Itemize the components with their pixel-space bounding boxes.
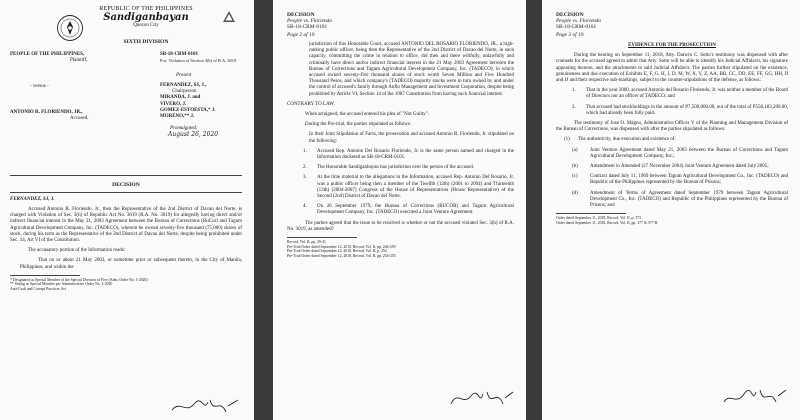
list-item: 1. Accused Rep. Antonio Del Rosario Floriendo, Jr. is the same person named and charged in the Information docketed as SB-18-CRM-0101. (303, 148, 514, 161)
running-case: SB-18-CRM-0101 (556, 24, 597, 30)
stipulation-list (287, 149, 514, 217)
promulgated-date: August 26, 2020 (168, 131, 219, 139)
footnote: Order dated September 11, 2018, Record, Vol. II, p. 373 (556, 216, 642, 221)
list-item: 2. That accused had stockholdings in the amount of P7,500,000.00, out of the total of P558,183,200.00, which had already been fully paid. (572, 104, 788, 116)
running-parties: People vs. Floriendo (556, 18, 602, 24)
justice-1-role: Chairperson (172, 89, 197, 95)
ponente-name: FERNANDEZ, SJ, J. (10, 196, 55, 202)
body-paragraph: The testimony of Jose O. Magno, Administrative Officer V of the Planning and Management Division of the Bureau of Corrections, was dispensed with after the parties stipulated as follows: (556, 121, 788, 133)
footnote: Anti-Graft and Corrupt Practices Act (10, 287, 67, 292)
running-title: DECISION (556, 12, 584, 18)
body-paragraph: When arraigned, the accused entered his plea of "Not Guilty". (305, 112, 429, 118)
footnote: * Designated as Special Member of the Special Division of Five (Adm. Order No. 1-2020) (10, 277, 148, 282)
court-name: Sandiganbayan (103, 12, 189, 24)
signature-initials (170, 396, 240, 416)
body-paragraph: In their Joint Stipulation of Facts, the prosecution and accused Antonio R. Floriendo, Jr. stipulated on the following: (309, 132, 514, 144)
promulgated-label: Promulgated: (170, 126, 198, 132)
justice-1: FERNANDEZ, SJ, J., (160, 83, 207, 89)
running-case: SB-18-CRM-0101 (287, 24, 328, 30)
document-page-1 (0, 0, 254, 420)
list-item: (1) The authenticity, due execution and existence of: (564, 137, 676, 143)
accused-role: Accused. (70, 116, 89, 122)
footnote-divider (556, 213, 626, 214)
list-item: 3. At the time material to the allegations in the Information, accused Rep. Antonio Del Rosario, Jr. was a public officer being then a member of the Twelfth (12th) (2001 to 2004) and Thirteenth (13th) (2004-2007) Congress of the House of Representatives (House Representative) of the Second (2nd) District of Davao del Norte. (303, 175, 514, 200)
contrary-to-law: CONTRARY TO LAW. (287, 101, 335, 107)
court-city: Quezon City (133, 23, 159, 29)
plaintiff-name: PEOPLE OF THE PHILIPPINES, (10, 51, 85, 57)
triangle-logo-icon (222, 10, 236, 24)
court-header (10, 6, 242, 46)
divider (10, 175, 242, 176)
footnote: Pre-Trial Order dated September 12, 2018, Record, Vol. II, p. 254 (287, 249, 387, 254)
justice-2: MIRANDA, J. and (160, 95, 201, 101)
list-item: (d) Amendment of Terms of Agreement dated September 1979 between Tagum Agricultural Development Co., Inc. (TADECO) and Republic of the Philippines represented by the Bureau of Prisons; and (572, 190, 788, 209)
footnote: Pre-Trial Order dated September 12, 2018, Record, Vol. II, pp. 254-255 (287, 253, 396, 258)
running-header (556, 12, 788, 38)
footnote-divider (287, 237, 357, 238)
document-page-2 (273, 0, 526, 420)
divider (10, 192, 242, 193)
running-page: Page 2 of 19 (287, 32, 315, 38)
accused-name: ANTONIO R. FLORIENDO, JR., (10, 110, 83, 116)
body-paragraph: During the Pre-trial, the parties stipulated as follows: (305, 122, 412, 128)
present-label: Present (176, 72, 192, 78)
exhibit-sublist (556, 148, 788, 210)
footnote: Order dated September 11, 2018, Record, Vol. II, pp. 377 & 377-B (556, 220, 658, 225)
signature-initials (722, 386, 788, 410)
footnote: ** Sitting as Special Member per Administrative Order No. 2-2020 (10, 282, 113, 287)
caption-details (160, 52, 254, 139)
justice-5: MORENO,** J. (160, 114, 195, 120)
case-caption (10, 52, 242, 172)
information-paragraph: jurisdiction of this Honorable Court, accused ANTONIO DEL ROSARIO FLORIENDO, JR., a high-ranking public officer, being then the Representative of the 2nd District of Davao del Norte, in such capacity, committing the crime in relation to office, did then and there willfully, unlawfully and criminally have direct and/or indirect financial interest in the 21 May 2003 Agreement between the Bureau of Corrections and Tagum Agricultural Development Company, Inc. (TADECO), in which accused owned seventy-five thousand shares of stock worth Seven Million and Five Hundred Thousand Pesos, and which company's (TADECO) majority stocks were in turn owned by and under the control of accused's family through Anflo Management and Investment Corporation, despite being prohibited by Article VI, Section 14 of the 1987 Constitution from having such financial interest. (309, 42, 514, 97)
list-item: 4. On 26 September 1979, the Bureau of Corrections (BUCOR) and Tagum Agricultural Development Company, Inc. (TADECO) executed a Joint Venture Agreement. (303, 204, 514, 216)
case-number: SB-18-CRM-0101 (160, 51, 199, 57)
justice-3: VIVERO, J. (160, 101, 187, 107)
caption-parties (10, 52, 145, 123)
stipulation-list (556, 88, 788, 117)
section-title: EVIDENCE FOR THE PROSECUTION (628, 43, 716, 48)
list-item: 1. That in the year 2000, accused Antonio del Rosario Floriendo, Jr. was neither a member of the Board of Directors nor an officer of TADECO; and (572, 88, 788, 100)
list-item: (b) Amendment to Amended (27 November 2004) Joint Venture Agreement dated July 2005; (572, 164, 769, 170)
running-header (287, 12, 514, 38)
list-item: (a) Joint Venture Agreement dated May 21, 2003 between the Bureau of Corrections and Tagum Agricultural Development Company, Inc.; (572, 147, 788, 159)
body-paragraph: During the hearing on September 11, 2018, Atty. Darwin C. Sotto's testimony was dispensed with after counsels for the accused agreed to admit that Atty. Sotto will be able to identify his Judicial Affidavit, his signature appearing thereon, and the attachments to said Judicial Affidavit. The parties further stipulated on the existence, genuineness and due execution of Exhibits E, F, G, H, J, D, M, W, X, Y, Z, AA, BB, CC, DD, EE, FF, GG, HH, II and JJ and their respective sub-markings, subject to the counter-stipulations of the defense, as follows: (556, 53, 788, 84)
list-item: 2. The Honorable Sandiganbayan has jurisdiction over the person of the accused. (303, 165, 475, 171)
running-title: DECISION (287, 12, 315, 18)
case-description: For: Violation of Section 3(h) of R.A. 3019 (160, 57, 237, 63)
decision-title: DECISION (112, 181, 140, 188)
footnote: Pre-Trial Order dated September 12, 2018, Record, Vol. II, pp. 246-259 (287, 244, 396, 249)
document-page-3 (542, 0, 800, 420)
justice-4: GOMEZ-ESTOESTA,* J. (160, 107, 216, 113)
republic-label: REPUBLIC OF THE PHILIPPINES (99, 6, 193, 12)
court-seal-icon (56, 14, 84, 42)
footnote-divider (10, 275, 80, 276)
running-parties: People vs. Floriendo (287, 18, 333, 24)
versus-label: - versus - (30, 84, 49, 90)
footnote: Record, Vol. II, pp. 39-41 (287, 240, 326, 245)
plaintiff-role: Plaintiff, (70, 57, 88, 63)
body-paragraph: Accused Antonio R. Floriendo, Jr., then the Representative of the 2nd District of Davao del Norte, is charged with Violation of Sec. 3(h) of Republic Act No. 3019 (R.A. No. 3019) for allegedly having direct and/or indirect financial interest in the May 21, 2003 Agreement between the Bureau of Corrections (BuCor) and Tagum Agricultural Development Company, Inc. (TADECO), wherein he owned seventy-five thousand (75,000) shares of stock, during his term as the Representative of the 2nd District of Davao del Norte, despite being prohibited under Sec. 14, Art VI of the Constitution. (10, 207, 242, 244)
division-label: SIXTH DIVISION (123, 39, 169, 46)
closing-paragraph: The parties agreed that the issue to be resolved is whether or not the accused violated Sec. 3(h) of R.A. No. 3019, as amended? (287, 220, 514, 232)
body-paragraph: The accusatory portion of the Information reads: (28, 248, 126, 254)
body-paragraph: That on or about 21 May 2003, or sometime prior or subsequent thereto, in the City of Manila, Philippines, and within the (20, 258, 242, 270)
list-item: (c) Contract dated July 11, 1969 between Tagum Agricultural Development Co., Inc. (TADECO) and Republic of the Philippines represented by the Bureau of Prisons; (572, 174, 788, 186)
running-page: Page 3 of 19 (556, 32, 584, 38)
signature-initials (449, 386, 515, 410)
